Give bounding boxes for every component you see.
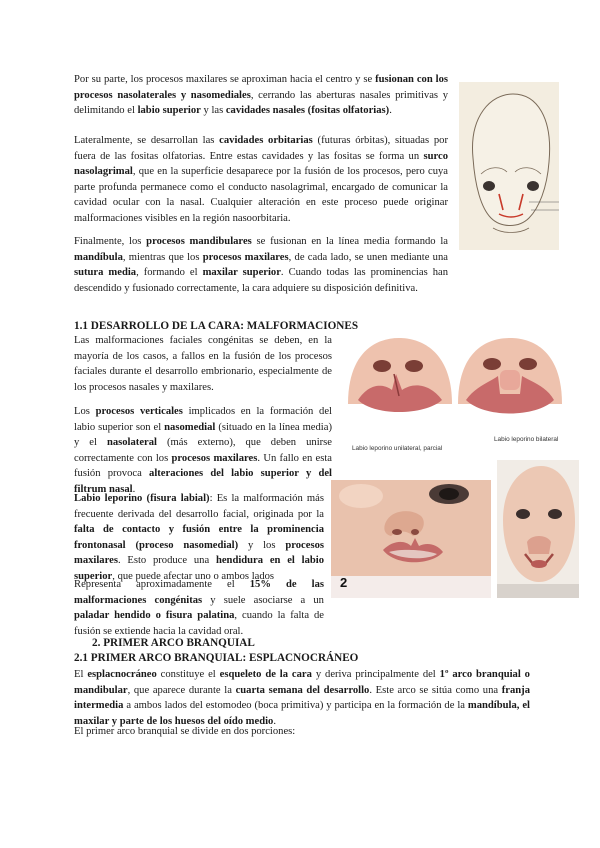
paragraph-malformations-intro: Las malformaciones faciales congénitas se deben, en la mayoría de los casos, a fallos en la fusión de los procesos faciales durante el desarrollo embrionario, especialmente de los procesos nasales y maxilares. <box>74 335 332 393</box>
section-heading-2-1: 2.1 PRIMER ARCO BRANQUIAL: ESPLACNOCRÁNEO <box>74 652 359 664</box>
section-heading-2: 2. PRIMER ARCO BRANQUIAL <box>92 637 255 649</box>
caption-unilateral: Labio leporino unilateral, parcial <box>352 445 443 452</box>
caption-bilateral: Labio leporino bilateral <box>494 436 559 443</box>
cleft-lip-illustrations <box>344 334 564 430</box>
paragraph-orbital-cavities: Lateralmente, se desarrollan las cavidades orbitarias (futuras órbitas), situadas por fuera de las fositas olfatorias. Entre estas cavidades y las fositas se forma un surco nasolagrimal, que en la superficie desaparece por la fusión de los procesos, pero cuya parte profunda permanece como el conducto nasolagrimal, encargado de comunicar la cavidad ocular con la nasal. Cualquier alteración en este proceso puede originar malformaciones visibles en la región nasoorbitaria. <box>74 135 448 224</box>
photo-number: 2 <box>340 575 348 590</box>
photo-baby-bilateral-cleft <box>497 460 579 598</box>
paragraph-splanchnocranium: El esplacnocráneo constituye el esqueleto de la cara y deriva principalmente del 1º arco branquial o mandibular, que aparece durante la cuarta semana del desarrollo. Este arco se sitúa como una franja intermedia a ambos lados del estomodeo (boca primitiva) y participa en la formación de la mandíbula, el maxilar y parte de los huesos del oído medio. <box>74 669 530 727</box>
paragraph-maxillary-processes: Por su parte, los procesos maxilares se aproximan hacia el centro y se fusionan con los procesos nasolaterales y nasomediales, cerrando las aberturas nasales primitivas y delimitando el labio superior y las cavidades nasales (fositas olfatorias). <box>74 74 448 117</box>
paragraph-arch-portions: El primer arco branquial se divide en dos porciones: <box>74 726 296 737</box>
photo-baby-unilateral-cleft <box>331 480 491 598</box>
paragraph-cleft-lip: Labio leporino (fisura labial): Es la malformación más frecuente derivada del desarrollo facial, originada por la falta de contacto y fusión entre la prominencia frontonasal (proceso nasomedial) y los procesos maxilares. Esto produce una hendidura en el labio superior, que puede afectar uno o ambos lados <box>74 493 324 582</box>
paragraph-cleft-statistics: Representa aproximadamente el 15% de las malformaciones congénitas y suele asociarse a un paladar hendido o fisura palatina, cuando la falta de fusión se extiende hacia la cavidad oral. <box>74 579 324 637</box>
paragraph-mandibular-processes: Finalmente, los procesos mandibulares se fusionan en la línea media formando la mandíbula, mientras que los procesos maxilares, de cada lado, se unen mediante una sutura media, formando el maxilar superior. Cuando todas las prominencias han descendido y fusionado correctamente, la cara adquiere su disposición definitiva. <box>74 236 448 294</box>
embryo-face-figure <box>459 82 559 250</box>
paragraph-vertical-processes: Los procesos verticales implicados en la formación del labio superior son el nasomedial (situado en la línea media) y el nasolateral (más externo), que deben unirse correctamente con los procesos maxilares. Un fallo en esta fusión provoca alteraciones del labio superior y del filtrum nasal. <box>74 406 333 495</box>
section-heading-1-1: 1.1 DESARROLLO DE LA CARA: MALFORMACIONES <box>74 320 359 332</box>
